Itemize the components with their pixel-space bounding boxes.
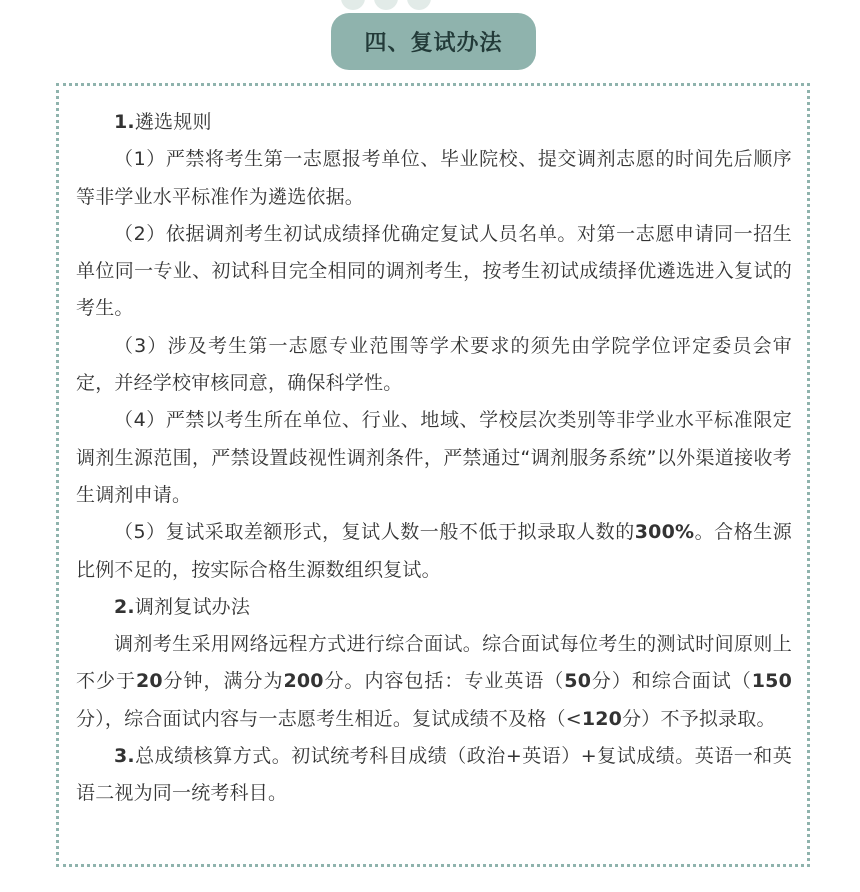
pass-score-value: 120 [581,707,623,730]
ratio-value: 300% [634,521,695,544]
decorative-dot [341,0,365,10]
decorative-dots [341,0,431,14]
heading-text: 遴选规则 [134,111,212,133]
decorative-dot [374,0,398,10]
heading-selection-rules [76,104,792,141]
text-run: 分），综合面试内容与一志愿考生相近。复试成绩不及格（< [76,707,582,730]
text-run: 调剂考生采用网络远程方式进行综合面试。综合面试每位考生的测试时间原则上不少于 [76,633,792,693]
interview-score-value: 150 [751,670,793,693]
text-run: （5）复试采取差额形式，复试人数一般不低于拟录取人数的 [114,521,635,544]
heading-total-score [76,738,792,813]
text-run: 。合格生源比例不足的，按实际合格生源数组织复试。 [76,521,792,581]
heading-retest-method [76,589,792,626]
content-body [76,104,792,813]
english-score-value: 50 [564,670,592,693]
rule-paragraph-3: （3）涉及考生第一志愿专业范围等学术要求的须先由学院学位评定委员会审定，并经学校审核同意，确保科学性。 [76,334,792,395]
text-run: 分钟，满分为 [162,670,284,693]
section-title-badge [331,13,536,70]
heading-number: 3. [114,745,135,768]
heading-number: 2. [114,595,135,618]
heading-number: 1. [114,111,135,133]
decorative-dot [407,0,431,10]
rule-paragraph-1: （1）严禁将考生第一志愿报考单位、毕业院校、提交调剂志愿的时间先后顺序等非学业水平标准作为遴选依据。 [76,148,792,208]
heading-text: 调剂复试办法 [134,595,251,618]
retest-paragraph [76,626,792,738]
text-run: 分）不予拟录取。 [622,707,776,730]
heading-text: 总成绩核算方式。初试统考科目成绩（政治+英语）+复试成绩。英语一和英语二视为同一统考科目。 [76,745,792,805]
rule-paragraph-5 [76,514,792,589]
rule-paragraph-4: （4）严禁以考生所在单位、行业、地域、学校层次类别等非学业水平标准限定调剂生源范围，严禁设置歧视性调剂条件，严禁通过“调剂服务系统”以外渠道接收考生调剂申请。 [76,409,792,506]
text-run: 分。内容包括：专业英语（ [323,670,565,693]
rule-paragraph-2: （2）依据调剂考生初试成绩择优确定复试人员名单。对第一志愿申请同一招生单位同一专业、初试科目完全相同的调剂考生，按考生初试成绩择优遴选进入复试的考生。 [76,222,792,320]
text-run: 分）和综合面试（ [591,670,752,693]
minutes-value: 20 [135,670,163,693]
section-title: 四、复试办法 [364,31,503,56]
full-score-value: 200 [283,670,324,693]
